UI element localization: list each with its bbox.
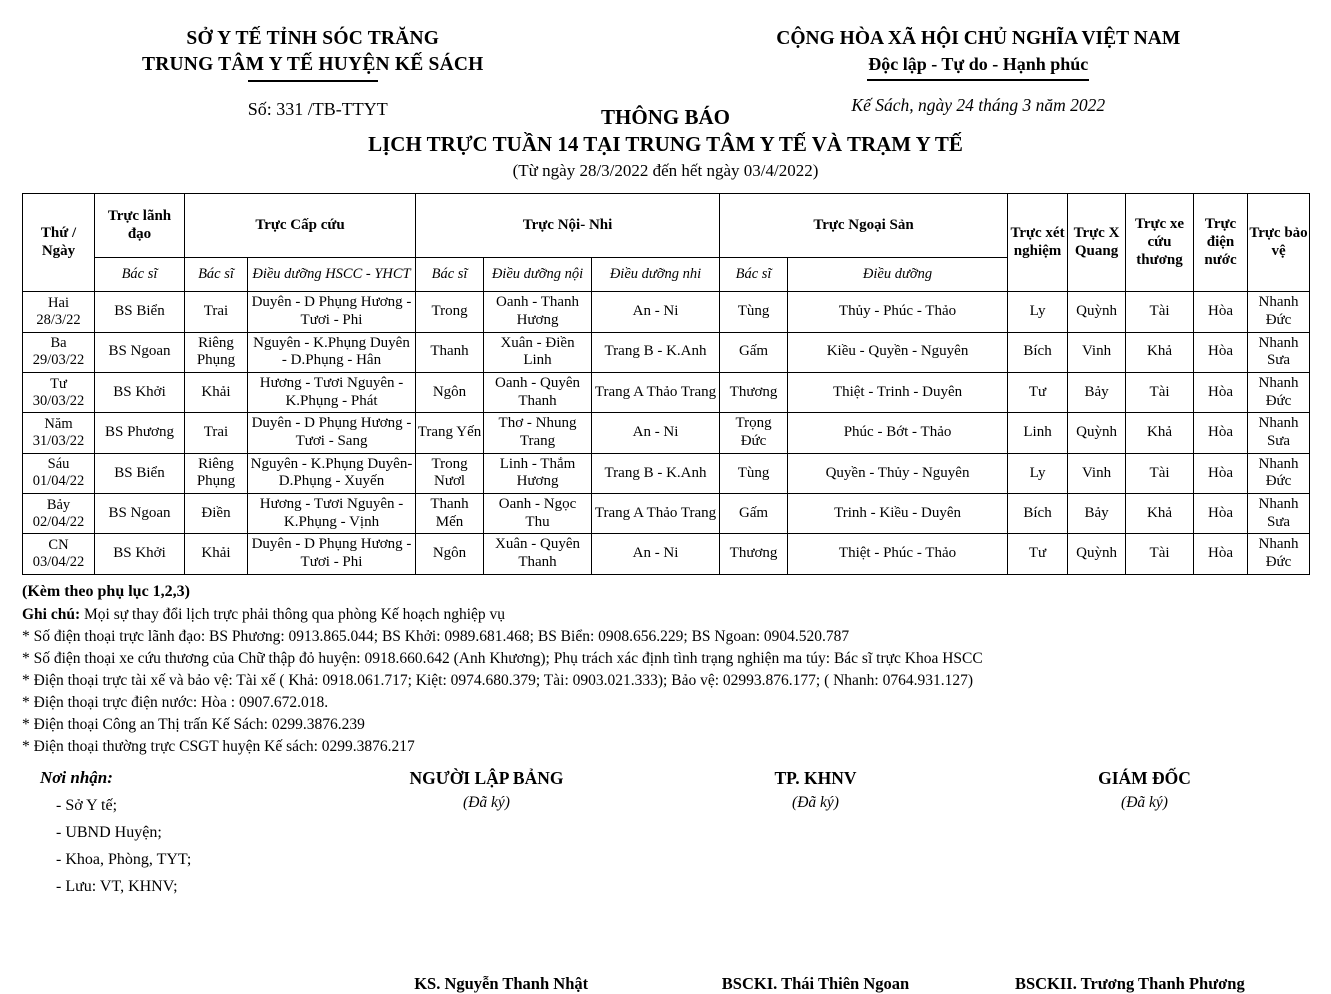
cell-pediatric-nurse: An - Ni (592, 413, 720, 453)
recipients-title: Nơi nhận: (40, 767, 113, 787)
cell-lab-tech: Bích (1008, 494, 1068, 534)
signature-name-spacer (44, 974, 344, 994)
cell-guard: Nhanh Đức (1248, 292, 1310, 332)
signature-signed-director: (Đã ký) (1121, 793, 1168, 811)
col-header-leadership: Trực lãnh đạo (95, 194, 185, 258)
cell-ew-tech: Hòa (1194, 292, 1248, 332)
cell-emergency-doctor: Riêng Phụng (185, 453, 248, 493)
cell-day (23, 292, 95, 332)
table-row (23, 292, 1310, 332)
day-date: 02/04/22 (32, 513, 85, 530)
cell-day (23, 372, 95, 412)
cell-driver: Tài (1126, 453, 1194, 493)
document-type-title: THÔNG BÁO (601, 104, 730, 129)
sub-header-internal-nurse: Điều dưỡng nội (484, 258, 592, 292)
signature-section (0, 768, 1331, 994)
cell-emergency-nurse: Duyên - D Phụng Hương - Tươi - Phi (248, 534, 416, 574)
day-date: 01/04/22 (32, 473, 85, 490)
recipient-item: - UBND Huyện; (56, 823, 162, 841)
cell-ew-tech: Hòa (1194, 453, 1248, 493)
cell-guard: Nhanh Sưa (1248, 332, 1310, 372)
table-row (23, 453, 1310, 493)
notes-section (0, 575, 1331, 758)
cell-emergency-nurse: Nguyên - K.Phụng Duyên - D.Phụng - Hân (248, 332, 416, 372)
table-row (23, 494, 1310, 534)
center-name: TRUNG TÂM Y TẾ HUYỆN KẾ SÁCH (142, 54, 484, 76)
note-line: * Điện thoại Công an Thị trấn Kế Sách: 0299.3876.239 (22, 715, 365, 733)
cell-pediatric-nurse: An - Ni (592, 292, 720, 332)
col-header-surgery-obstetrics: Trực Ngoại Sản (720, 194, 1008, 258)
table-row (23, 372, 1310, 412)
day-name: Tư (50, 375, 67, 392)
schedule-table-container (0, 193, 1331, 575)
day-name: Sáu (47, 456, 70, 473)
cell-emergency-nurse: Duyên - D Phụng Hương - Tươi - Sang (248, 413, 416, 453)
issuing-organization-block (0, 26, 626, 120)
cell-surgery-doctor: Thương (720, 372, 788, 412)
cell-day (23, 332, 95, 372)
place-and-date: Kế Sách, ngày 24 tháng 3 năm 2022 (851, 94, 1106, 115)
col-header-day: Thứ / Ngày (23, 194, 95, 292)
ghichu-text: Mọi sự thay đổi lịch trực phải thông qua phòng Kế hoạch nghiệp vụ (80, 605, 506, 623)
cell-emergency-nurse: Duyên - D Phụng Hương - Tươi - Phi (248, 292, 416, 332)
cell-ew-tech: Hòa (1194, 413, 1248, 453)
table-group-header-row (23, 194, 1310, 258)
cell-emergency-doctor: Riêng Phụng (185, 332, 248, 372)
cell-internal-doctor: Ngôn (416, 534, 484, 574)
sub-header-internal-doctor: Bác sĩ (416, 258, 484, 292)
cell-day (23, 494, 95, 534)
table-row (23, 332, 1310, 372)
cell-surgery-nurse: Thiệt - Phúc - Thảo (788, 534, 1008, 574)
cell-emergency-doctor: Khải (185, 534, 248, 574)
cell-leadership-doctor: BS Ngoan (95, 494, 185, 534)
recipients-block (22, 768, 322, 896)
ghichu-line (22, 604, 1309, 626)
day-date: 03/04/22 (32, 554, 85, 571)
cell-emergency-doctor: Khải (185, 372, 248, 412)
signature-col-director (980, 768, 1309, 812)
cell-xray-tech: Vinh (1068, 332, 1126, 372)
cell-surgery-doctor: Gấm (720, 332, 788, 372)
note-line: * Số điện thoại trực lãnh đạo: BS Phương: 0913.865.044; BS Khởi: 0989.681.468; BS Biển: 0908.656.229; BS Ngoan: 0904.520.787 (22, 627, 850, 645)
cell-surgery-doctor: Trọng Đức (720, 413, 788, 453)
cell-xray-tech: Bảy (1068, 372, 1126, 412)
col-header-emergency: Trực Cấp cứu (185, 194, 416, 258)
col-header-internal-pediatric: Trực Nội- Nhi (416, 194, 720, 258)
cell-leadership-doctor: BS Phương (95, 413, 185, 453)
date-range-subtitle: (Từ ngày 28/3/2022 đến hết ngày 03/4/2022) (512, 161, 819, 181)
page-title: LỊCH TRỰC TUẦN 14 TẠI TRUNG TÂM Y TẾ VÀ TRẠM Y TẾ (368, 131, 963, 156)
day-name: Ba (50, 335, 67, 352)
table-body (23, 292, 1310, 575)
cell-internal-nurse: Linh - Thắm Hương (484, 453, 592, 493)
document-number: Số: 331 /TB-TTYT (247, 98, 388, 119)
cell-pediatric-nurse: Trang A Thảo Trang (592, 494, 720, 534)
cell-driver: Tài (1126, 534, 1194, 574)
day-name: Bảy (46, 496, 71, 513)
signature-names-row (22, 974, 1309, 994)
cell-lab-tech: Ly (1008, 292, 1068, 332)
cell-xray-tech: Vinh (1068, 453, 1126, 493)
cell-leadership-doctor: BS Khởi (95, 534, 185, 574)
col-header-security: Trực bảo vệ (1248, 194, 1310, 292)
signature-signed-khnv: (Đã ký) (792, 793, 839, 811)
recipient-item: - Lưu: VT, KHNV; (56, 877, 178, 895)
cell-lab-tech: Ly (1008, 453, 1068, 493)
cell-emergency-doctor: Trai (185, 413, 248, 453)
cell-lab-tech: Linh (1008, 413, 1068, 453)
sub-header-surgery-doctor: Bác sĩ (720, 258, 788, 292)
recipient-item: - Khoa, Phòng, TYT; (56, 850, 192, 868)
note-line: * Số điện thoại xe cứu thương của Chữ thập đỏ huyện: 0918.660.642 (Anh Khương); Phụ trách xác định tình trạng nghiện ma túy: Bác sĩ trực Khoa HSCC (22, 649, 983, 667)
cell-day (23, 413, 95, 453)
country-name: CỘNG HÒA XÃ HỘI CHỦ NGHĨA VIỆT NAM (776, 28, 1181, 49)
col-header-xray: Trực X Quang (1068, 194, 1126, 292)
cell-internal-nurse: Oanh - Ngọc Thu (484, 494, 592, 534)
cell-driver: Khả (1126, 494, 1194, 534)
signer-name-director: BSCKII. Trương Thanh Phương (1014, 973, 1245, 993)
day-date: 28/3/22 (36, 311, 81, 328)
table-head (23, 194, 1310, 292)
day-name: Hai (48, 294, 69, 311)
cell-internal-doctor: Trong (416, 292, 484, 332)
day-date: 30/03/22 (32, 392, 85, 409)
day-date: 31/03/22 (32, 433, 85, 450)
cell-internal-nurse: Oanh - Thanh Hương (484, 292, 592, 332)
cell-ew-tech: Hòa (1194, 332, 1248, 372)
cell-ew-tech: Hòa (1194, 494, 1248, 534)
cell-leadership-doctor: BS Ngoan (95, 332, 185, 372)
cell-xray-tech: Quỳnh (1068, 534, 1126, 574)
signer-name-khnv: BSCKI. Thái Thiên Ngoan (721, 973, 910, 993)
cell-driver: Tài (1126, 292, 1194, 332)
cell-pediatric-nurse: Trang B - K.Anh (592, 453, 720, 493)
signer-name-preparer: KS. Nguyễn Thanh Nhật (414, 973, 589, 993)
sub-header-emergency-nurse: Điều dưỡng HSCC - YHCT (248, 258, 416, 292)
sub-header-pediatric-nurse: Điều dưỡng nhi (592, 258, 720, 292)
cell-internal-doctor: Thanh Mến (416, 494, 484, 534)
table-row (23, 413, 1310, 453)
cell-internal-nurse: Xuân - Quyên Thanh (484, 534, 592, 574)
cell-surgery-doctor: Gấm (720, 494, 788, 534)
signature-title-preparer: NGƯỜI LẬP BẢNG (409, 767, 564, 788)
cell-xray-tech: Quỳnh (1068, 413, 1126, 453)
cell-surgery-doctor: Thương (720, 534, 788, 574)
col-header-ambulance: Trực xe cứu thương (1126, 194, 1194, 292)
cell-internal-doctor: Thanh (416, 332, 484, 372)
cell-surgery-nurse: Thủy - Phúc - Thảo (788, 292, 1008, 332)
signature-col-khnv (651, 768, 980, 812)
cell-driver: Khả (1126, 332, 1194, 372)
cell-lab-tech: Tư (1008, 372, 1068, 412)
cell-guard: Nhanh Sưa (1248, 494, 1310, 534)
cell-day (23, 534, 95, 574)
cell-internal-doctor: Trang Yến (416, 413, 484, 453)
cell-lab-tech: Tư (1008, 534, 1068, 574)
cell-pediatric-nurse: An - Ni (592, 534, 720, 574)
cell-internal-nurse: Thơ - Nhung Trang (484, 413, 592, 453)
cell-emergency-nurse: Nguyên - K.Phụng Duyên- D.Phụng - Xuyến (248, 453, 416, 493)
day-name: Năm (44, 415, 73, 432)
day-name: CN (48, 537, 69, 554)
cell-leadership-doctor: BS Biển (95, 453, 185, 493)
cell-guard: Nhanh Đức (1248, 453, 1310, 493)
cell-driver: Tài (1126, 372, 1194, 412)
cell-surgery-doctor: Tùng (720, 453, 788, 493)
sub-header-surgery-nurse: Điều dưỡng (788, 258, 1008, 292)
cell-xray-tech: Quỳnh (1068, 292, 1126, 332)
sub-header-emergency-doctor: Bác sĩ (185, 258, 248, 292)
cell-ew-tech: Hòa (1194, 372, 1248, 412)
sub-header-leadership-doctor: Bác sĩ (95, 258, 185, 292)
cell-ew-tech: Hòa (1194, 534, 1248, 574)
header-divider-left (248, 80, 378, 82)
cell-guard: Nhanh Đức (1248, 534, 1310, 574)
cell-internal-doctor: Trong Nươl (416, 453, 484, 493)
department-name: SỞ Y TẾ TỈNH SÓC TRĂNG (186, 28, 440, 49)
signature-title-director: GIÁM ĐỐC (1098, 767, 1191, 788)
note-line: * Điện thoại trực tài xế và bảo vệ: Tài xế ( Khả: 0918.061.717; Kiệt: 0974.680.379; Tài: 0903.021.333); Bảo vệ: 02993.876.177; ( Nhanh: 0764.931.127) (22, 671, 974, 689)
cell-surgery-nurse: Quyền - Thủy - Nguyên (788, 453, 1008, 493)
col-header-lab: Trực xét nghiệm (1008, 194, 1068, 292)
cell-emergency-nurse: Hương - Tươi Nguyên - K.Phụng - Vịnh (248, 494, 416, 534)
cell-pediatric-nurse: Trang A Thảo Trang (592, 372, 720, 412)
cell-surgery-nurse: Phúc - Bớt - Thảo (788, 413, 1008, 453)
duty-schedule-table (22, 193, 1310, 575)
attachment-note: (Kèm theo phụ lục 1,2,3) (22, 582, 190, 600)
cell-emergency-doctor: Điền (185, 494, 248, 534)
cell-surgery-nurse: Trinh - Kiều - Duyên (788, 494, 1008, 534)
cell-surgery-nurse: Thiệt - Trinh - Duyên (788, 372, 1008, 412)
cell-driver: Khả (1126, 413, 1194, 453)
notes-lines (22, 626, 1309, 758)
col-header-electric-water: Trực điện nước (1194, 194, 1248, 292)
cell-internal-nurse: Xuân - Điền Linh (484, 332, 592, 372)
cell-lab-tech: Bích (1008, 332, 1068, 372)
signature-signed-preparer: (Đã ký) (463, 793, 510, 811)
cell-surgery-doctor: Tùng (720, 292, 788, 332)
cell-emergency-nurse: Hương - Tươi Nguyên - K.Phụng - Phát (248, 372, 416, 412)
note-line: * Điện thoại thường trực CSGT huyện Kế sách: 0299.3876.217 (22, 737, 415, 755)
cell-leadership-doctor: BS Khởi (95, 372, 185, 412)
header-divider-right (867, 79, 1089, 81)
cell-internal-nurse: Oanh - Quyên Thanh (484, 372, 592, 412)
ghichu-label: Ghi chú: (22, 605, 81, 623)
table-row (23, 534, 1310, 574)
national-motto-block (626, 26, 1331, 120)
cell-emergency-doctor: Trai (185, 292, 248, 332)
cell-guard: Nhanh Sưa (1248, 413, 1310, 453)
cell-surgery-nurse: Kiều - Quyền - Nguyên (788, 332, 1008, 372)
note-line: * Điện thoại trực điện nước: Hòa : 0907.672.018. (22, 693, 329, 711)
cell-pediatric-nurse: Trang B - K.Anh (592, 332, 720, 372)
cell-day (23, 453, 95, 493)
cell-guard: Nhanh Đức (1248, 372, 1310, 412)
signature-title-khnv: TP. KHNV (774, 767, 857, 788)
recipient-item: - Sở Y tế; (56, 796, 118, 814)
recipients-list (22, 797, 322, 896)
signature-row (22, 768, 1309, 896)
cell-xray-tech: Bảy (1068, 494, 1126, 534)
national-motto: Độc lập - Tự do - Hạnh phúc (868, 54, 1089, 75)
signature-col-preparer (322, 768, 651, 812)
document-header (0, 0, 1331, 120)
day-date: 29/03/22 (32, 352, 85, 369)
cell-internal-doctor: Ngôn (416, 372, 484, 412)
cell-leadership-doctor: BS Biển (95, 292, 185, 332)
